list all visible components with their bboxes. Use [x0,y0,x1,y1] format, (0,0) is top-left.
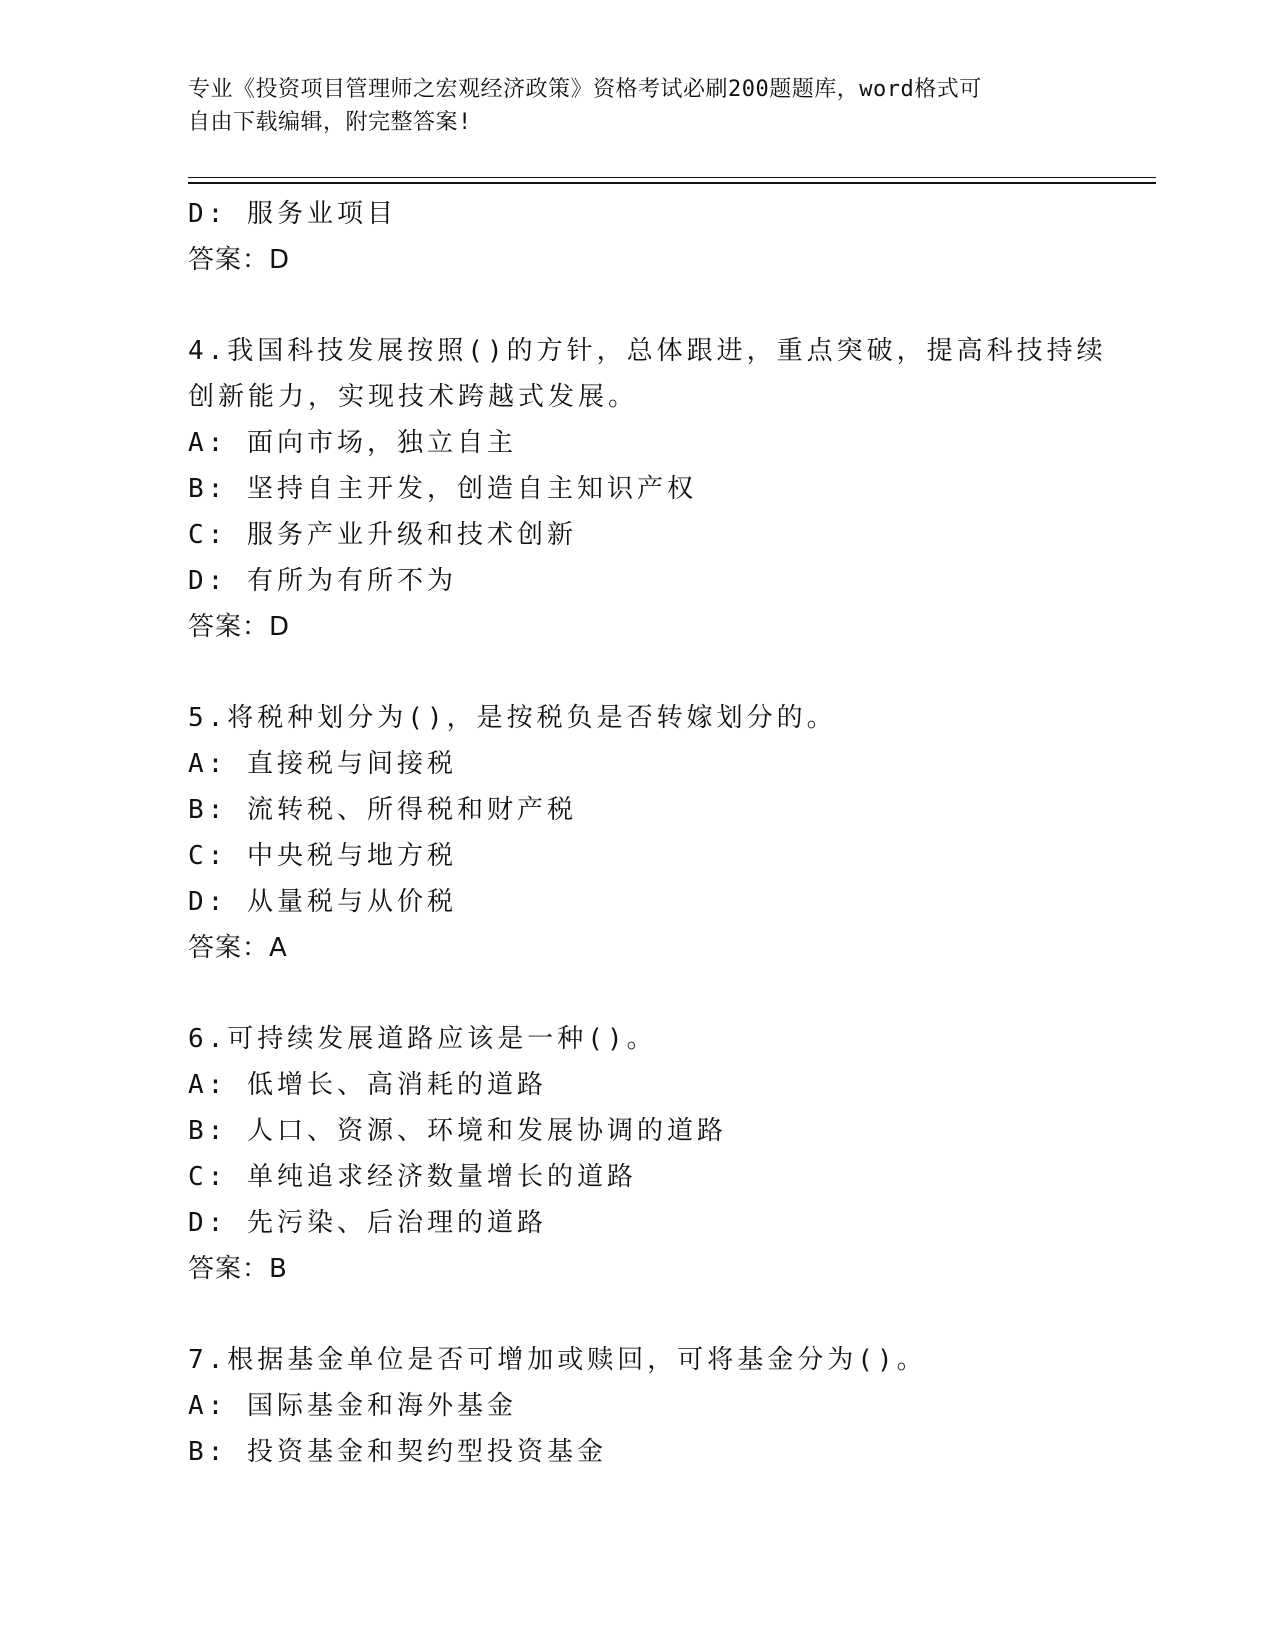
option-b: B: 坚持自主开发，创造自主知识产权 [188,474,697,504]
answer-line: 答案：B [188,1254,288,1284]
option-a: A: 低增长、高消耗的道路 [188,1070,547,1100]
document-header [188,73,1088,139]
question-4 [188,328,1118,650]
option-d: D: 先污染、后治理的道路 [188,1208,547,1238]
option-b: B: 人口、资源、环境和发展协调的道路 [188,1116,727,1146]
spacer [188,1292,1118,1337]
header-rule-thin [188,177,1156,178]
option-b: B: 投资基金和契约型投资基金 [188,1437,607,1467]
question-3-tail [188,191,1118,283]
option-a: A: 国际基金和海外基金 [188,1391,517,1421]
option-d: D: 从量税与从价税 [188,887,457,917]
option-c: C: 中央税与地方税 [188,841,457,871]
question-stem-continued: 创新能力，实现技术跨越式发展。 [188,382,639,412]
option-d: D: 服务业项目 [188,199,397,229]
question-5 [188,695,1118,971]
header-line-1: 专业《投资项目管理师之宏观经济政策》资格考试必刷200题题库，word格式可 [188,77,982,102]
question-content [188,191,1118,1475]
option-a: A: 直接税与间接税 [188,749,457,779]
option-c: C: 服务产业升级和技术创新 [188,520,577,550]
spacer [188,283,1118,328]
answer-line: 答案：D [188,245,291,275]
question-6 [188,1016,1118,1292]
option-a: A: 面向市场，独立自主 [188,428,517,458]
question-stem: 4.我国科技发展按照()的方针，总体跟进，重点突破，提高科技持续 [188,336,1107,366]
spacer [188,971,1118,1016]
answer-line: 答案：A [188,933,288,963]
header-line-2: 自由下载编辑，附完整答案! [188,110,472,135]
question-stem: 6.可持续发展道路应该是一种()。 [188,1024,657,1054]
header-rule-thick [188,182,1156,184]
spacer [188,650,1118,695]
option-d: D: 有所为有所不为 [188,566,457,596]
option-c: C: 单纯追求经济数量增长的道路 [188,1162,637,1192]
question-7 [188,1337,1118,1475]
answer-line: 答案：D [188,612,291,642]
question-stem: 5.将税种划分为()，是按税负是否转嫁划分的。 [188,703,837,733]
option-b: B: 流转税、所得税和财产税 [188,795,577,825]
question-stem: 7.根据基金单位是否可增加或赎回，可将基金分为()。 [188,1345,927,1375]
